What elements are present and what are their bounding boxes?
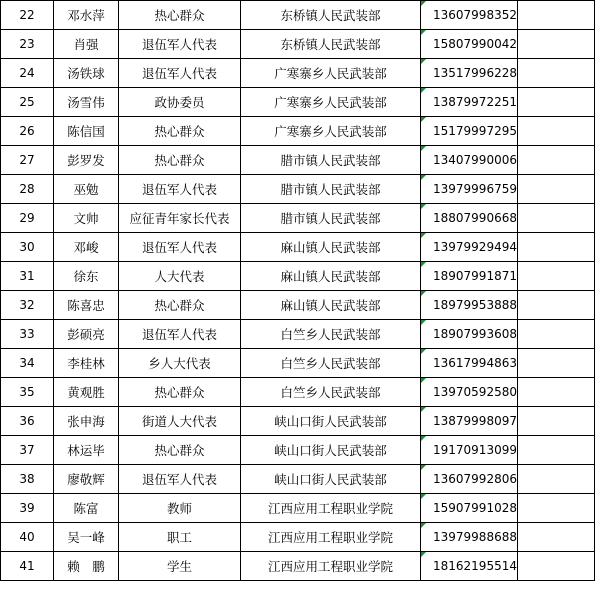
row-number: 25 [1, 88, 54, 117]
row-number: 26 [1, 117, 54, 146]
person-role: 退伍军人代表 [119, 233, 241, 262]
person-phone: 15807990042 [421, 30, 518, 59]
person-name: 巫勉 [54, 175, 119, 204]
table-row [1, 59, 595, 88]
person-unit: 麻山镇人民武装部 [241, 233, 421, 262]
row-number: 38 [1, 465, 54, 494]
person-name: 邓峻 [54, 233, 119, 262]
row-number: 41 [1, 552, 54, 581]
row-number: 30 [1, 233, 54, 262]
person-role: 退伍军人代表 [119, 465, 241, 494]
person-role: 街道人大代表 [119, 407, 241, 436]
empty-cell [518, 30, 595, 59]
person-role: 应征青年家长代表 [119, 204, 241, 233]
person-unit: 江西应用工程职业学院 [241, 552, 421, 581]
table-row [1, 1, 595, 30]
person-phone: 13879972251 [421, 88, 518, 117]
person-unit: 白竺乡人民武装部 [241, 378, 421, 407]
empty-cell [518, 320, 595, 349]
table-row [1, 378, 595, 407]
person-unit: 江西应用工程职业学院 [241, 523, 421, 552]
person-role: 热心群众 [119, 291, 241, 320]
person-role: 退伍军人代表 [119, 30, 241, 59]
person-phone: 18162195514 [421, 552, 518, 581]
person-unit: 广寒寨乡人民武装部 [241, 88, 421, 117]
person-unit: 江西应用工程职业学院 [241, 494, 421, 523]
empty-cell [518, 117, 595, 146]
person-phone: 13607992806 [421, 465, 518, 494]
empty-cell [518, 523, 595, 552]
person-phone: 13607998352 [421, 1, 518, 30]
table-row [1, 117, 595, 146]
table-row [1, 262, 595, 291]
empty-cell [518, 552, 595, 581]
person-unit: 东桥镇人民武装部 [241, 1, 421, 30]
person-name: 黄观胜 [54, 378, 119, 407]
empty-cell [518, 349, 595, 378]
person-name: 文帅 [54, 204, 119, 233]
person-name: 彭硕亮 [54, 320, 119, 349]
person-role: 学生 [119, 552, 241, 581]
empty-cell [518, 291, 595, 320]
person-role: 退伍军人代表 [119, 59, 241, 88]
table-row [1, 291, 595, 320]
person-phone: 13979929494 [421, 233, 518, 262]
person-unit: 白竺乡人民武装部 [241, 320, 421, 349]
row-number: 22 [1, 1, 54, 30]
person-phone: 18907991871 [421, 262, 518, 291]
row-number: 23 [1, 30, 54, 59]
table-row [1, 175, 595, 204]
table-row [1, 523, 595, 552]
person-phone: 18979953888 [421, 291, 518, 320]
person-unit: 腊市镇人民武装部 [241, 146, 421, 175]
person-phone: 13617994863 [421, 349, 518, 378]
person-phone: 18907993608 [421, 320, 518, 349]
person-unit: 峡山口街人民武装部 [241, 436, 421, 465]
person-role: 教师 [119, 494, 241, 523]
person-role: 热心群众 [119, 146, 241, 175]
empty-cell [518, 407, 595, 436]
row-number: 28 [1, 175, 54, 204]
person-phone: 13979996759 [421, 175, 518, 204]
person-unit: 峡山口街人民武装部 [241, 465, 421, 494]
person-role: 热心群众 [119, 1, 241, 30]
person-phone: 13970592580 [421, 378, 518, 407]
person-role: 乡人大代表 [119, 349, 241, 378]
person-unit: 白竺乡人民武装部 [241, 349, 421, 378]
person-role: 人大代表 [119, 262, 241, 291]
row-number: 31 [1, 262, 54, 291]
empty-cell [518, 262, 595, 291]
empty-cell [518, 378, 595, 407]
empty-cell [518, 204, 595, 233]
person-unit: 麻山镇人民武装部 [241, 291, 421, 320]
person-role: 职工 [119, 523, 241, 552]
table-row [1, 349, 595, 378]
row-number: 35 [1, 378, 54, 407]
person-name: 林运毕 [54, 436, 119, 465]
row-number: 39 [1, 494, 54, 523]
person-name: 陈富 [54, 494, 119, 523]
empty-cell [518, 146, 595, 175]
table-row [1, 436, 595, 465]
person-unit: 东桥镇人民武装部 [241, 30, 421, 59]
table-row [1, 88, 595, 117]
row-number: 34 [1, 349, 54, 378]
person-name: 汤雪伟 [54, 88, 119, 117]
person-phone: 13517996228 [421, 59, 518, 88]
person-unit: 麻山镇人民武装部 [241, 262, 421, 291]
table-row [1, 146, 595, 175]
person-name: 徐东 [54, 262, 119, 291]
person-phone: 15179997295 [421, 117, 518, 146]
person-unit: 广寒寨乡人民武装部 [241, 117, 421, 146]
person-phone: 13979988688 [421, 523, 518, 552]
row-number: 24 [1, 59, 54, 88]
person-role: 热心群众 [119, 378, 241, 407]
person-phone: 19170913099 [421, 436, 518, 465]
person-role: 热心群众 [119, 436, 241, 465]
person-unit: 腊市镇人民武装部 [241, 204, 421, 233]
empty-cell [518, 88, 595, 117]
empty-cell [518, 436, 595, 465]
row-number: 29 [1, 204, 54, 233]
person-name: 陈喜忠 [54, 291, 119, 320]
person-name: 陈信国 [54, 117, 119, 146]
person-role: 退伍军人代表 [119, 320, 241, 349]
person-unit: 峡山口街人民武装部 [241, 407, 421, 436]
empty-cell [518, 1, 595, 30]
empty-cell [518, 175, 595, 204]
row-number: 37 [1, 436, 54, 465]
person-name: 廖敬辉 [54, 465, 119, 494]
table-row [1, 30, 595, 59]
person-name: 彭罗发 [54, 146, 119, 175]
empty-cell [518, 465, 595, 494]
row-number: 36 [1, 407, 54, 436]
empty-cell [518, 494, 595, 523]
table-row [1, 494, 595, 523]
empty-cell [518, 59, 595, 88]
person-name: 张申海 [54, 407, 119, 436]
table-row [1, 552, 595, 581]
person-phone: 18807990668 [421, 204, 518, 233]
person-name: 赖 鹏 [54, 552, 119, 581]
row-number: 33 [1, 320, 54, 349]
table-row [1, 407, 595, 436]
person-unit: 腊市镇人民武装部 [241, 175, 421, 204]
person-phone: 15907991028 [421, 494, 518, 523]
table-row [1, 204, 595, 233]
table-row [1, 320, 595, 349]
empty-cell [518, 233, 595, 262]
person-name: 汤铁球 [54, 59, 119, 88]
person-unit: 广寒寨乡人民武装部 [241, 59, 421, 88]
person-phone: 13879998097 [421, 407, 518, 436]
person-name: 李桂林 [54, 349, 119, 378]
person-name: 肖强 [54, 30, 119, 59]
person-phone: 13407990006 [421, 146, 518, 175]
person-role: 热心群众 [119, 117, 241, 146]
person-name: 吴一峰 [54, 523, 119, 552]
person-name: 邓水萍 [54, 1, 119, 30]
row-number: 32 [1, 291, 54, 320]
table-row [1, 233, 595, 262]
row-number: 27 [1, 146, 54, 175]
person-role: 政协委员 [119, 88, 241, 117]
table-row [1, 465, 595, 494]
person-role: 退伍军人代表 [119, 175, 241, 204]
row-number: 40 [1, 523, 54, 552]
